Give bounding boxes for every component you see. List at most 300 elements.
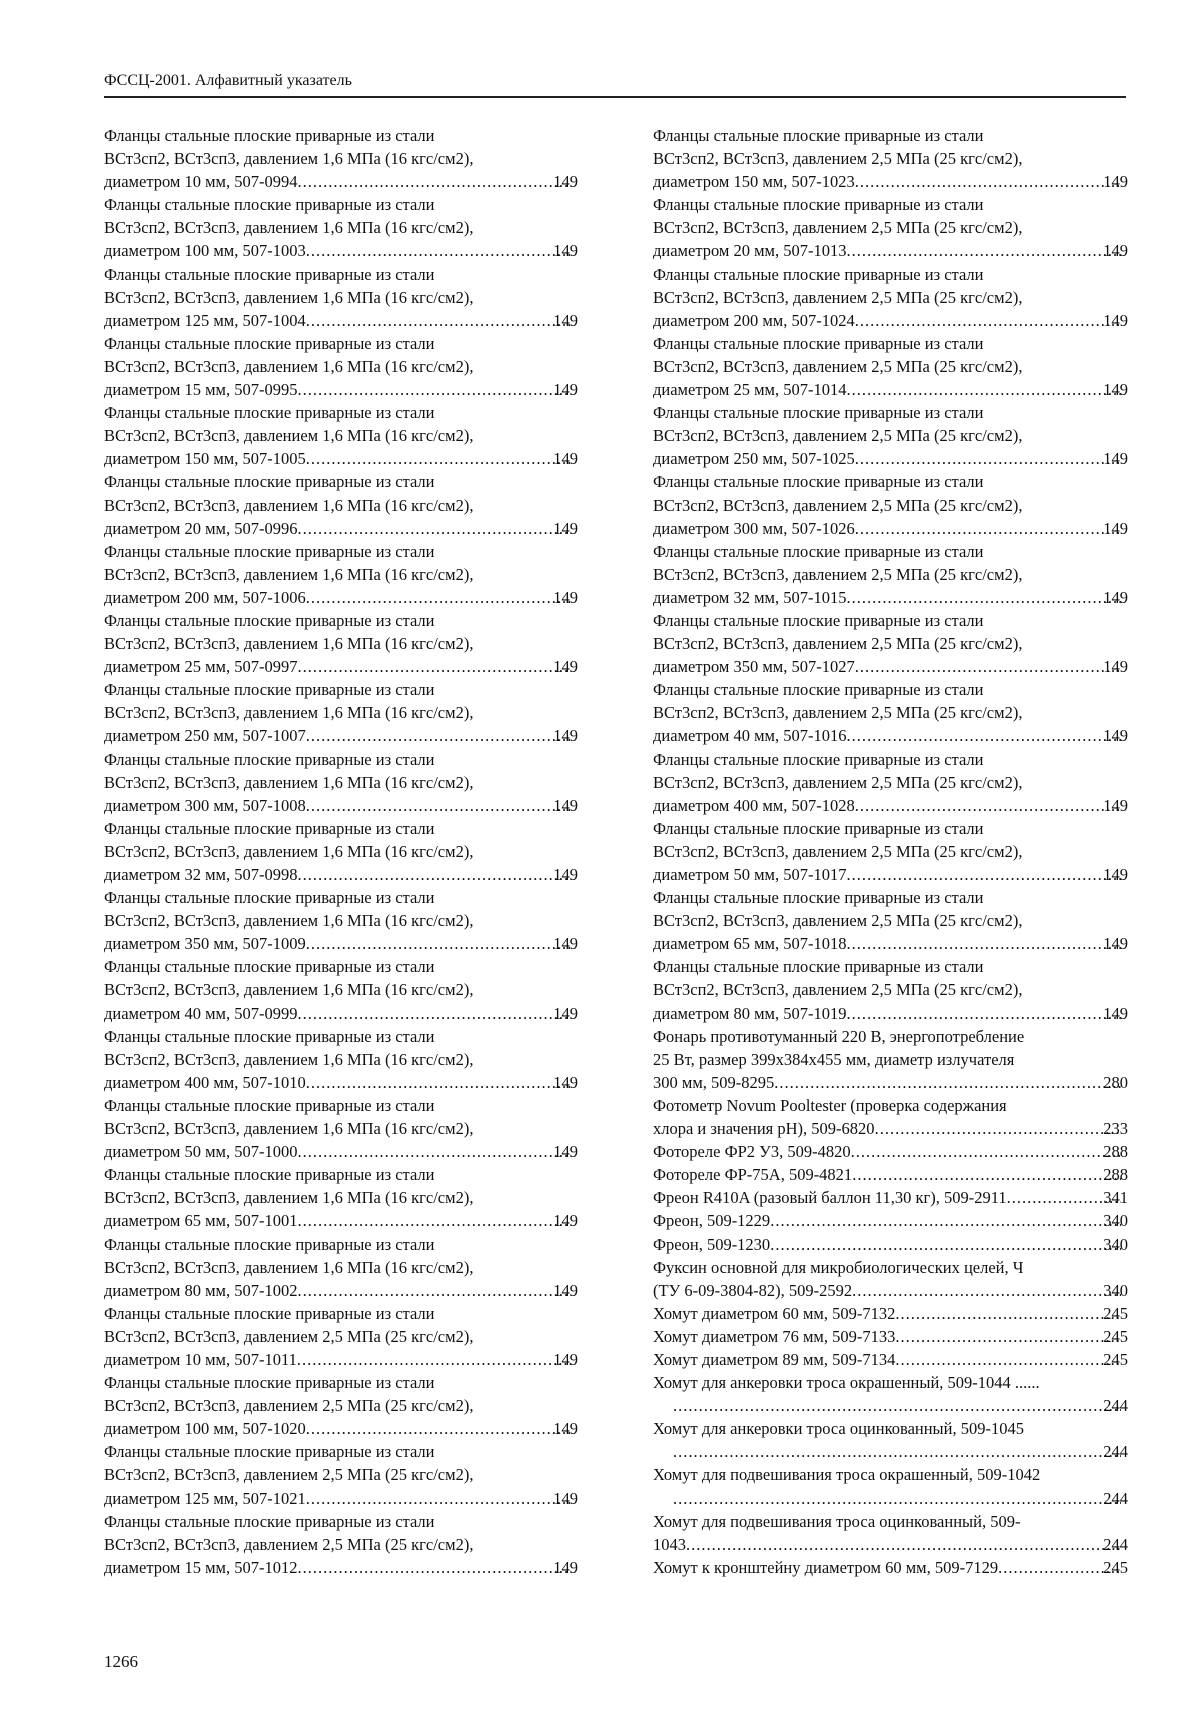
entry-text-line: Фланцы стальные плоские приварные из стали: [104, 195, 435, 215]
entry-page-ref: 149: [553, 726, 578, 746]
entry-last-line: [104, 586, 578, 609]
index-entry: [653, 1209, 1128, 1232]
leader-dots: [875, 1117, 1122, 1140]
entry-last-line: [653, 309, 1128, 332]
entry-text-line: Хомут для подвешивания троса оцинкованный, 509-: [653, 1511, 1021, 1531]
entry-text-line: ВСт3сп2, ВСт3сп3, давлением 1,6 МПа (16 кгс/см2),: [104, 495, 474, 515]
index-entry: [104, 1440, 578, 1509]
entry-text-line: Фотореле ФР2 У3, 509-4820: [653, 1142, 851, 1162]
entry-text-line: Хомут для анкеровки троса оцинкованный, 509-1045: [653, 1419, 1024, 1439]
entry-text-line: Фланцы стальные плоские приварные из стали: [104, 957, 435, 977]
entry-text-line: диаметром 350 мм, 507-1027: [653, 657, 855, 677]
leader-dots: [855, 447, 1122, 470]
entry-page-ref: 149: [1103, 657, 1128, 677]
entry-last-line: [653, 1117, 1128, 1140]
entry-text-line: диаметром 10 мм, 507-1011: [104, 1349, 297, 1369]
entry-page-ref: 149: [1103, 726, 1128, 746]
entry-text-line: ВСт3сп2, ВСт3сп3, давлением 1,6 МПа (16 кгс/см2),: [104, 772, 474, 792]
entry-text-line: Фланцы стальные плоские приварные из стали: [104, 1511, 435, 1531]
entry-text-line: ВСт3сп2, ВСт3сп3, давлением 2,5 МПа (25 кгс/см2),: [653, 564, 1023, 584]
entry-last-line: [653, 1302, 1128, 1325]
entry-text-line: диаметром 65 мм, 507-1018: [653, 934, 847, 954]
entry-text-line: ВСт3сп2, ВСт3сп3, давлением 2,5 МПа (25 кгс/см2),: [653, 287, 1023, 307]
entry-text-line: диаметром 50 мм, 507-1000: [104, 1142, 298, 1162]
entry-text-line: диаметром 80 мм, 507-1019: [653, 1003, 847, 1023]
entry-last-line: [653, 586, 1128, 609]
leader-dots: [297, 655, 571, 678]
entry-text-line: Фланцы стальные плоские приварные из стали: [653, 264, 984, 284]
entry-text-line: ВСт3сп2, ВСт3сп3, давлением 2,5 МПа (25 кгс/см2),: [653, 841, 1023, 861]
entry-page-ref: 149: [553, 1003, 578, 1023]
index-column-right: [653, 124, 1128, 1579]
entry-last-line: [104, 1071, 578, 1094]
entry-page-ref: 149: [553, 657, 578, 677]
entry-page-ref: 149: [553, 1419, 578, 1439]
entry-text-line: Фотореле ФР-75А, 509-4821: [653, 1165, 853, 1185]
entry-text-line: ВСт3сп2, ВСт3сп3, давлением 1,6 МПа (16 кгс/см2),: [104, 634, 474, 654]
entry-text-line: ВСт3сп2, ВСт3сп3, давлением 2,5 МПа (25 кгс/см2),: [653, 149, 1023, 169]
entry-text-line: ВСт3сп2, ВСт3сп3, давлением 2,5 МПа (25 кгс/см2),: [104, 1326, 474, 1346]
entry-last-line: [653, 1348, 1128, 1371]
entry-text-line: диаметром 50 мм, 507-1017: [653, 865, 847, 884]
index-entry: [104, 1163, 578, 1232]
index-entry: [653, 678, 1128, 747]
entry-page-ref: 245: [1103, 1303, 1128, 1323]
entry-text-line: ВСт3сп2, ВСт3сп3, давлением 1,6 МПа (16 кгс/см2),: [104, 1049, 474, 1069]
entry-text-line: ВСт3сп2, ВСт3сп3, давлением 1,6 МПа (16 кгс/см2),: [104, 1188, 474, 1208]
entry-last-line: [653, 1556, 1128, 1579]
leader-dots: [297, 1209, 571, 1232]
index-entry: [653, 193, 1128, 262]
index-entry: [104, 886, 578, 955]
entry-last-line: [653, 1233, 1128, 1256]
entry-page-ref: 149: [553, 934, 578, 954]
index-entry: [653, 1186, 1128, 1209]
entry-text-line: ВСт3сп2, ВСт3сп3, давлением 1,6 МПа (16 кгс/см2),: [104, 218, 474, 238]
entry-text-line: ВСт3сп2, ВСт3сп3, давлением 1,6 МПа (16 кгс/см2),: [104, 426, 474, 446]
leader-dots: [855, 170, 1122, 193]
leader-dots: [306, 447, 572, 470]
entry-text-line: диаметром 32 мм, 507-0998: [104, 865, 298, 884]
entry-text-line: ВСт3сп2, ВСт3сп3, давлением 1,6 МПа (16 кгс/см2),: [104, 356, 474, 376]
entry-text-line: Фланцы стальные плоские приварные из стали: [653, 957, 984, 977]
entry-last-line: [104, 1209, 578, 1232]
entry-page-ref: 244: [1103, 1534, 1128, 1554]
entry-text-line: Хомут к кронштейну диаметром 60 мм, 509-7129: [653, 1557, 999, 1577]
entry-page-ref: 149: [553, 380, 578, 400]
entry-page-ref: 280: [1103, 1072, 1128, 1092]
entry-text-line: Фланцы стальные плоские приварные из стали: [104, 1026, 435, 1046]
entry-page-ref: 341: [1103, 1188, 1128, 1208]
entry-text-line: Фланцы стальные плоские приварные из стали: [104, 818, 435, 838]
leader-dots: [297, 1279, 571, 1302]
entry-last-line: [104, 1417, 578, 1440]
entry-last-line: [104, 517, 578, 540]
index-entry: [653, 1417, 1128, 1463]
entry-text-line: ВСт3сп2, ВСт3сп3, давлением 2,5 МПа (25 кгс/см2),: [653, 634, 1023, 654]
entry-text-line: ВСт3сп2, ВСт3сп3, давлением 2,5 МПа (25 кгс/см2),: [104, 1534, 474, 1554]
index-entry: [653, 124, 1128, 193]
entry-text-line: диаметром 250 мм, 507-1007: [104, 726, 306, 746]
entry-last-line: [653, 1186, 1128, 1209]
index-entry: [104, 609, 578, 678]
leader-dots: [306, 309, 572, 332]
entry-text-line: диаметром 15 мм, 507-0995: [104, 380, 298, 400]
entry-last-line: [104, 655, 578, 678]
page-number: 1266: [104, 1652, 138, 1671]
index-entry: [104, 1025, 578, 1094]
leader-dots: [306, 724, 572, 747]
entry-text-line: ВСт3сп2, ВСт3сп3, давлением 1,6 МПа (16 кгс/см2),: [104, 564, 474, 584]
entry-page-ref: 288: [1103, 1142, 1128, 1162]
entry-text-line: хлора и значения рН), 509-6820: [653, 1119, 875, 1139]
leader-dots: [852, 1279, 1121, 1302]
entry-last-line: [653, 1279, 1128, 1302]
leader-dots: [297, 378, 571, 401]
entry-last-line: [673, 1440, 1128, 1463]
leader-dots: [686, 1533, 1121, 1556]
leader-dots: [673, 1394, 1121, 1417]
entry-text-line: Фланцы стальные плоские приварные из стали: [104, 126, 435, 145]
entry-page-ref: 149: [1103, 172, 1128, 192]
index-entry: [653, 1163, 1128, 1186]
entry-text-line: ВСт3сп2, ВСт3сп3, давлением 2,5 МПа (25 кгс/см2),: [653, 356, 1023, 376]
entry-last-line: [653, 1140, 1128, 1163]
entry-text-line: диаметром 80 мм, 507-1002: [104, 1280, 298, 1300]
index-entry: [653, 955, 1128, 1024]
index-entry: [653, 1256, 1128, 1302]
entry-text-line: диаметром 125 мм, 507-1021: [104, 1488, 306, 1508]
entry-text-line: Фланцы стальные плоские приварные из стали: [104, 1373, 435, 1393]
leader-dots: [297, 1348, 571, 1371]
entry-text-line: диаметром 350 мм, 507-1009: [104, 934, 306, 954]
entry-text-line: Хомут диаметром 76 мм, 509-7133: [653, 1326, 896, 1346]
entry-text-line: диаметром 100 мм, 507-1020: [104, 1419, 306, 1439]
entry-text-line: диаметром 200 мм, 507-1024: [653, 310, 855, 330]
entry-text-line: диаметром 25 мм, 507-1014: [653, 380, 847, 400]
entry-page-ref: 149: [1103, 865, 1128, 884]
index-entry: [653, 1025, 1128, 1094]
entry-text-line: Фланцы стальные плоские приварные из стали: [104, 472, 435, 492]
entry-text-line: ВСт3сп2, ВСт3сп3, давлением 1,6 МПа (16 кгс/см2),: [104, 1257, 474, 1277]
entry-text-line: диаметром 40 мм, 507-0999: [104, 1003, 298, 1023]
entry-text-line: Фотометр Novum Pooltester (проверка содержания: [653, 1095, 1007, 1115]
entry-page-ref: 244: [1103, 1442, 1128, 1462]
entry-text-line: диаметром 300 мм, 507-1008: [104, 795, 306, 815]
leader-dots: [774, 1071, 1121, 1094]
leader-dots: [673, 1440, 1121, 1463]
entry-text-line: Фланцы стальные плоские приварные из стали: [104, 680, 435, 700]
entry-page-ref: 149: [553, 865, 578, 884]
index-entry: [653, 1556, 1128, 1579]
entry-last-line: [653, 932, 1128, 955]
entry-last-line: [653, 724, 1128, 747]
index-entry: [653, 1094, 1128, 1140]
index-entry: [104, 1371, 578, 1440]
index-entry: [104, 1510, 578, 1579]
index-entry: [104, 1302, 578, 1371]
entry-page-ref: 149: [553, 310, 578, 330]
entry-page-ref: 244: [1103, 1396, 1128, 1416]
entry-text-line: Фланцы стальные плоские приварные из стали: [653, 541, 984, 561]
index-entry: [653, 1371, 1128, 1417]
entry-text-line: ВСт3сп2, ВСт3сп3, давлением 2,5 МПа (25 кгс/см2),: [653, 495, 1023, 515]
index-entry: [104, 678, 578, 747]
entry-last-line: [104, 724, 578, 747]
leader-dots: [306, 932, 572, 955]
entry-text-line: Фланцы стальные плоские приварные из стали: [104, 1234, 435, 1254]
entry-text-line: Фреон R410A (разовый баллон 11,30 кг), 509-2911: [653, 1188, 1007, 1208]
entry-text-line: 25 Вт, размер 399х384х455 мм, диаметр излучателя: [653, 1049, 1015, 1069]
entry-text-line: ВСт3сп2, ВСт3сп3, давлением 2,5 МПа (25 кгс/см2),: [104, 1465, 474, 1485]
entry-text-line: диаметром 10 мм, 507-0994: [104, 172, 298, 192]
index-entry: [104, 401, 578, 470]
entry-text-line: ВСт3сп2, ВСт3сп3, давлением 2,5 МПа (25 кгс/см2),: [104, 1396, 474, 1416]
index-entry: [104, 955, 578, 1024]
entry-text-line: 300 мм, 509-8295: [653, 1072, 775, 1092]
index-entry: [653, 1302, 1128, 1325]
index-entry: [653, 1463, 1128, 1509]
entry-text-line: диаметром 15 мм, 507-1012: [104, 1557, 298, 1577]
leader-dots: [297, 170, 571, 193]
index-entry: [653, 470, 1128, 539]
entry-text-line: диаметром 400 мм, 507-1028: [653, 795, 855, 815]
entry-page-ref: 149: [553, 1211, 578, 1231]
entry-text-line: диаметром 150 мм, 507-1023: [653, 172, 855, 192]
entry-text-line: ВСт3сп2, ВСт3сп3, давлением 1,6 МПа (16 кгс/см2),: [104, 703, 474, 723]
entry-last-line: [104, 447, 578, 470]
entry-text-line: Фланцы стальные плоские приварные из стали: [653, 680, 984, 700]
entry-text-line: диаметром 20 мм, 507-0996: [104, 518, 298, 538]
entry-text-line: Фланцы стальные плоские приварные из стали: [104, 1095, 435, 1115]
entry-text-line: диаметром 40 мм, 507-1016: [653, 726, 847, 746]
running-header: [104, 70, 1126, 98]
index-entry: [653, 540, 1128, 609]
entry-text-line: Фланцы стальные плоские приварные из стали: [653, 749, 984, 769]
entry-page-ref: 149: [1103, 934, 1128, 954]
index-entry: [104, 1233, 578, 1302]
entry-last-line: [653, 1163, 1128, 1186]
entry-page-ref: 149: [1103, 449, 1128, 469]
entry-text-line: Фланцы стальные плоские приварные из стали: [104, 888, 435, 908]
entry-last-line: [653, 170, 1128, 193]
entry-last-line: [653, 517, 1128, 540]
index-entry: [104, 817, 578, 886]
entry-last-line: [673, 1487, 1128, 1510]
entry-last-line: [673, 1394, 1128, 1417]
entry-last-line: [653, 1071, 1128, 1094]
entry-last-line: [104, 239, 578, 262]
leader-dots: [306, 1417, 572, 1440]
entry-page-ref: 149: [1103, 380, 1128, 400]
entry-page-ref: 149: [553, 1072, 578, 1092]
entry-page-ref: 149: [1103, 310, 1128, 330]
entry-text-line: Фланцы стальные плоские приварные из стали: [104, 333, 435, 353]
entry-text-line: Фланцы стальные плоские приварные из стали: [104, 1165, 435, 1185]
leader-dots: [673, 1487, 1121, 1510]
entry-last-line: [653, 447, 1128, 470]
index-entry: [653, 1325, 1128, 1348]
index-entry: [653, 748, 1128, 817]
leader-dots: [846, 932, 1121, 955]
entry-page-ref: 245: [1103, 1326, 1128, 1346]
index-entry: [104, 1094, 578, 1163]
entry-text-line: ВСт3сп2, ВСт3сп3, давлением 2,5 МПа (25 кгс/см2),: [653, 911, 1023, 931]
leader-dots: [297, 517, 571, 540]
entry-text-line: диаметром 100 мм, 507-1003: [104, 241, 306, 261]
entry-text-line: Фланцы стальные плоские приварные из стали: [104, 1303, 435, 1323]
entry-last-line: [653, 863, 1128, 886]
entry-text-line: диаметром 25 мм, 507-0997: [104, 657, 298, 677]
index-entry: [104, 540, 578, 609]
entry-text-line: диаметром 20 мм, 507-1013: [653, 241, 847, 261]
index-entry: [653, 1510, 1128, 1556]
entry-text-line: Фланцы стальные плоские приварные из стали: [653, 610, 984, 630]
entry-text-line: ВСт3сп2, ВСт3сп3, давлением 1,6 МПа (16 кгс/см2),: [104, 980, 474, 1000]
entry-text-line: Фланцы стальные плоские приварные из стали: [104, 403, 435, 423]
entry-page-ref: 288: [1103, 1165, 1128, 1185]
header-title: ФССЦ-2001. Алфавитный указатель: [104, 72, 352, 89]
entry-page-ref: 233: [1103, 1119, 1128, 1139]
leader-dots: [770, 1233, 1121, 1256]
entry-last-line: [104, 1140, 578, 1163]
entry-page-ref: 149: [553, 1349, 578, 1369]
entry-page-ref: 149: [553, 449, 578, 469]
index-entry: [104, 193, 578, 262]
entry-text-line: Фланцы стальные плоские приварные из стали: [104, 610, 435, 630]
entry-last-line: [104, 1279, 578, 1302]
entry-text-line: Хомут диаметром 60 мм, 509-7132: [653, 1303, 896, 1323]
leader-dots: [852, 1163, 1121, 1186]
index-entry: [653, 609, 1128, 678]
entry-text-line: Фреон, 509-1229: [653, 1211, 771, 1231]
entry-last-line: [104, 863, 578, 886]
leader-dots: [895, 1325, 1121, 1348]
leader-dots: [846, 863, 1121, 886]
entry-text-line: Фланцы стальные плоские приварные из стали: [653, 888, 984, 908]
leader-dots: [895, 1302, 1121, 1325]
index-entry: [104, 263, 578, 332]
entry-last-line: [104, 794, 578, 817]
entry-page-ref: 244: [1103, 1488, 1128, 1508]
index-entry: [104, 124, 578, 193]
leader-dots: [770, 1209, 1121, 1232]
index-entry: [104, 332, 578, 401]
entry-page-ref: 149: [1103, 795, 1128, 815]
entry-last-line: [104, 309, 578, 332]
entry-last-line: [653, 1209, 1128, 1232]
entry-page-ref: 149: [553, 795, 578, 815]
leader-dots: [306, 794, 572, 817]
entry-page-ref: 149: [553, 1280, 578, 1300]
entry-text-line: Фуксин основной для микробиологических целей, Ч: [653, 1257, 1024, 1277]
entry-text-line: Фланцы стальные плоские приварные из стали: [653, 195, 984, 215]
entry-text-line: Фланцы стальные плоские приварные из стали: [653, 126, 984, 145]
entry-last-line: [653, 794, 1128, 817]
leader-dots: [297, 1556, 571, 1579]
entry-text-line: Фланцы стальные плоские приварные из стали: [653, 818, 984, 838]
entry-last-line: [653, 1325, 1128, 1348]
entry-text-line: Фланцы стальные плоские приварные из стали: [104, 541, 435, 561]
entry-text-line: диаметром 150 мм, 507-1005: [104, 449, 306, 469]
entry-page-ref: 340: [1103, 1280, 1128, 1300]
entry-last-line: [653, 1533, 1128, 1556]
leader-dots: [855, 517, 1122, 540]
leader-dots: [297, 1140, 571, 1163]
index-entry: [653, 1348, 1128, 1371]
index-column-left: [104, 124, 578, 1579]
entry-page-ref: 149: [1103, 1003, 1128, 1023]
entry-text-line: диаметром 125 мм, 507-1004: [104, 310, 306, 330]
entry-last-line: [104, 1348, 578, 1371]
leader-dots: [855, 309, 1122, 332]
entry-text-line: Хомут диаметром 89 мм, 509-7134: [653, 1349, 896, 1369]
index-entry: [104, 470, 578, 539]
entry-text-line: Фланцы стальные плоские приварные из стали: [104, 264, 435, 284]
index-entry: [104, 748, 578, 817]
leader-dots: [306, 1071, 572, 1094]
entry-text-line: ВСт3сп2, ВСт3сп3, давлением 2,5 МПа (25 кгс/см2),: [653, 772, 1023, 792]
entry-last-line: [104, 170, 578, 193]
entry-last-line: [104, 932, 578, 955]
entry-page-ref: 245: [1103, 1349, 1128, 1369]
entry-page-ref: 149: [553, 241, 578, 261]
index-entry: [653, 401, 1128, 470]
entry-last-line: [653, 1002, 1128, 1025]
entry-text-line: ВСт3сп2, ВСт3сп3, давлением 1,6 МПа (16 кгс/см2),: [104, 1119, 474, 1139]
entry-text-line: Хомут для подвешивания троса окрашенный, 509-1042: [653, 1465, 1041, 1485]
entry-text-line: Фланцы стальные плоские приварные из стали: [653, 472, 984, 492]
entry-last-line: [104, 1487, 578, 1510]
index-entry: [653, 263, 1128, 332]
entry-text-line: ВСт3сп2, ВСт3сп3, давлением 1,6 МПа (16 кгс/см2),: [104, 287, 474, 307]
entry-page-ref: 149: [1103, 241, 1128, 261]
leader-dots: [851, 1140, 1122, 1163]
entry-page-ref: 149: [1103, 587, 1128, 607]
entry-text-line: ВСт3сп2, ВСт3сп3, давлением 2,5 МПа (25 кгс/см2),: [653, 426, 1023, 446]
entry-page-ref: 149: [553, 1142, 578, 1162]
entry-page-ref: 340: [1103, 1211, 1128, 1231]
entry-page-ref: 149: [1103, 518, 1128, 538]
index-entry: [653, 1140, 1128, 1163]
entry-last-line: [653, 655, 1128, 678]
leader-dots: [306, 586, 572, 609]
entry-page-ref: 149: [553, 587, 578, 607]
entry-text-line: Хомут для анкеровки троса окрашенный, 509-1044 ......: [653, 1373, 1040, 1393]
entry-text-line: Фланцы стальные плоские приварные из стали: [653, 333, 984, 353]
entry-text-line: диаметром 200 мм, 507-1006: [104, 587, 306, 607]
entry-text-line: ВСт3сп2, ВСт3сп3, давлением 2,5 МПа (25 кгс/см2),: [653, 703, 1023, 723]
leader-dots: [846, 586, 1121, 609]
entry-page-ref: 149: [553, 518, 578, 538]
leader-dots: [846, 239, 1121, 262]
entry-text-line: Фреон, 509-1230: [653, 1234, 771, 1254]
entry-page-ref: 340: [1103, 1234, 1128, 1254]
entry-text-line: ВСт3сп2, ВСт3сп3, давлением 2,5 МПа (25 кгс/см2),: [653, 980, 1023, 1000]
entry-last-line: [653, 239, 1128, 262]
leader-dots: [297, 1002, 571, 1025]
entry-last-line: [104, 378, 578, 401]
entry-page-ref: 245: [1103, 1557, 1128, 1577]
entry-text-line: ВСт3сп2, ВСт3сп3, давлением 1,6 МПа (16 кгс/см2),: [104, 911, 474, 931]
entry-text-line: Фланцы стальные плоские приварные из стали: [104, 749, 435, 769]
entry-text-line: ВСт3сп2, ВСт3сп3, давлением 1,6 МПа (16 кгс/см2),: [104, 149, 474, 169]
entry-text-line: Фонарь противотуманный 220 В, энергопотребление: [653, 1026, 1025, 1046]
entry-text-line: ВСт3сп2, ВСт3сп3, давлением 1,6 МПа (16 кгс/см2),: [104, 841, 474, 861]
entry-last-line: [104, 1002, 578, 1025]
entry-text-line: 1043: [653, 1534, 686, 1554]
leader-dots: [297, 863, 571, 886]
